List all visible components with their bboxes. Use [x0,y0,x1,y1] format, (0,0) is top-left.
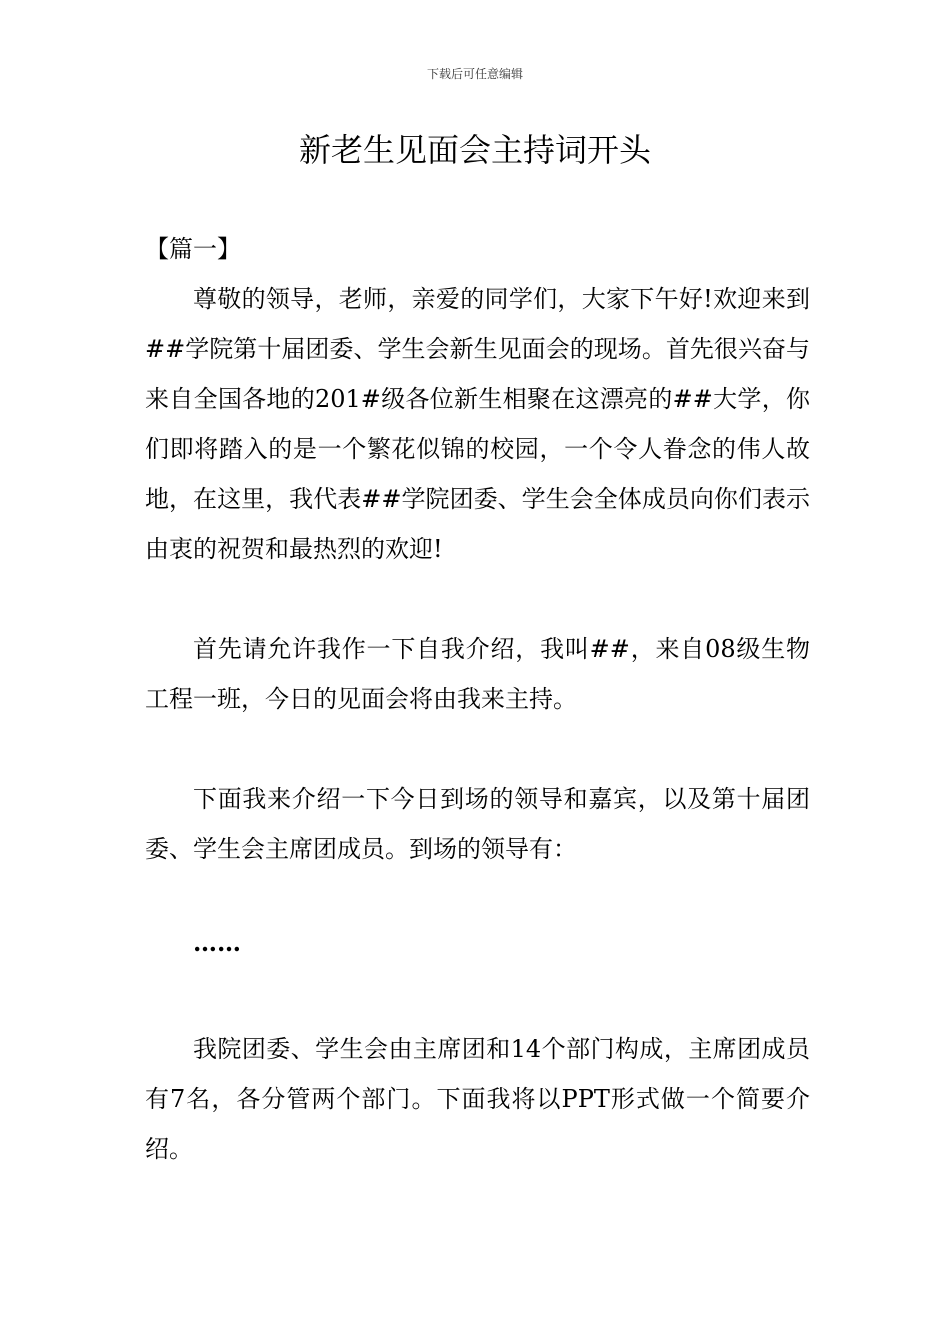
document-title: 新老生见面会主持词开头 [298,131,651,169]
section-label: 【篇一】 [145,235,241,263]
paragraph-organization-overview: 我院团委、学生会由主席团和14个部门构成，主席团成员有7名，各分管两个部门。下面我将以PPT形式做一个简要介绍。 [145,1035,810,1163]
header-note: 下载后可任意编辑 [426,67,523,81]
paragraph-guests-introduction: 下面我来介绍一下今日到场的领导和嘉宾，以及第十届团委、学生会主席团成员。到场的领导有： [145,785,810,863]
paragraph-welcome: 尊敬的领导，老师，亲爱的同学们，大家下午好!欢迎来到##学院第十届团委、学生会新生见面会的现场。首先很兴奋与来自全国各地的201#级各位新生相聚在这漂亮的##大学，你们即将踏入的是一个繁花似锦的校园，一个令人眷念的伟人故地，在这里，我代表##学院团委、学生会全体成员向你们表示由衷的祝贺和最热烈的欢迎! [145,285,810,563]
paragraph-ellipsis: …… [193,928,241,957]
paragraph-self-introduction: 首先请允许我作一下自我介绍，我叫##，来自08级生物工程一班，今日的见面会将由我来主持。 [145,635,810,713]
